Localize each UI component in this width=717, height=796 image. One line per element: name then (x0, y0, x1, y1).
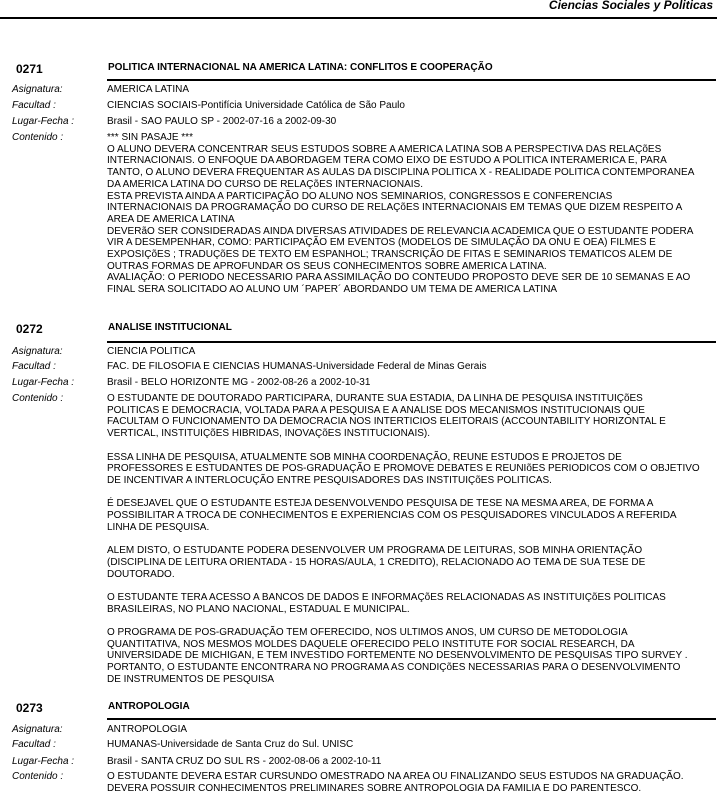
contenido-line: INTERNACIONAIS. O ENFOQUE DA ABORDAGEM TERA COMO EIXO DE ESTUDO A POLITICA INTERAMERICA E, PARA (107, 155, 667, 167)
course-title: ANTROPOLOGIA (108, 701, 190, 712)
contenido-line: DA AMERICA LATINA DO CURSO DE RELAÇõES INTERNACIONAIS. (107, 178, 424, 190)
contenido-label: Contenido : (12, 132, 64, 143)
contenido-line: DE INSTRUMENTOS DE PESQUISA (107, 673, 275, 685)
asignatura-label: Asignatura: (12, 84, 63, 95)
contenido-line: PROFESSORES E ESTUDANTES DE POS-GRADUAÇÃO E PROMOVE DEBATES E REUNIõES PERIODICOS COM O OBJETIVO (107, 463, 700, 475)
contenido-line: LINHA DE PESQUISA. (107, 521, 210, 533)
contenido-line: É DESEJAVEL QUE O ESTUDANTE ESTEJA DESENVOLVENDO PESQUISA DE TESE NA MESMA AREA, DE FORMA A (107, 498, 654, 510)
contenido-line: TANTO, O ALUNO DEVERA FREQUENTAR AS AULAS DA DISCIPLINA POLITICA X - REALIDADE POLITICA CONTEMPORANEA (107, 167, 695, 179)
contenido-line: QUANTITATIVA, NOS MESMOS MOLDES DAQUELE OFERECIDO PELO INSTITUTE FOR SOCIAL RESEARCH, DA (107, 638, 635, 650)
lugar-fecha-value: Brasil - SAO PAULO SP - 2002-07-16 a 2002-09-30 (107, 116, 337, 127)
facultad-value: HUMANAS-Universidade de Santa Cruz do Sul. UNISC (107, 739, 354, 750)
contenido-line: DEVERãO SER CONSIDERADAS AINDA DIVERSAS ATIVIDADES DE RELEVANCIA ACADEMICA QUE O ESTUDANTE PODERA (107, 225, 694, 237)
contenido-line: UNIVERSIDADE DE MICHIGAN, E TEM INVESTIDO FORTEMENTE NO DESENVOLVIMENTO DE PESQUISAS TIPO SURVEY . (107, 650, 688, 662)
contenido-line: O ALUNO DEVERA CONCENTRAR SEUS ESTUDOS SOBRE A AMERICA LATINA SOB A PERSPECTIVA DAS RELAÇõES (107, 143, 662, 155)
title-divider (107, 341, 716, 343)
contenido-line: ESTA PREVISTA AINDA A PARTICIPAÇÃO DO ALUNO NOS SEMINARIOS, CONGRESSOS E CONFERENCIAS (107, 190, 613, 202)
asignatura-value: CIENCIA POLITICA (107, 346, 196, 357)
contenido-text (107, 132, 713, 296)
lugar-fecha-label: Lugar-Fecha : (12, 377, 75, 388)
contenido-line: (DISCIPLINA DE LEITURA ORIENTADA - 15 HORAS/AULA, 1 CREDITO), RELACIONADO AO TEMA DE SUA TESE DE (107, 556, 646, 568)
contenido-line: VERTICAL, INSTITUIÇõES HIBRIDAS, INOVAÇõES INSTITUCIONAIS). (107, 428, 431, 440)
title-divider (107, 718, 716, 720)
course-code: 0271 (16, 62, 43, 76)
contenido-line: INTERNACIONAIS DA PROGRAMAÇÃO DO CURSO DE RELAÇõES INTERNACIONAIS EM TEMAS QUE DIZEM RESPEITO A (107, 202, 683, 214)
contenido-line: O ESTUDANTE DE DOUTORADO PARTICIPARA, DURANTE SUA ESTADIA, DA LINHA DE PESQUISA INSTITUIÇõES (107, 393, 643, 404)
contenido-line: POLITICAS E DEMOCRACIA, VOLTADA PARA A PESQUISA E A ANALISE DOS MECANISMOS INSTITUCIONAIS QUE (107, 404, 645, 416)
contenido-line: DEVERA POSSUIR CONHECIMENTOS PRELIMINARES SOBRE ANTROPOLOGIA DA FAMILIA E DO PARENTESCO. (107, 782, 642, 794)
facultad-value: CIENCIAS SOCIAIS-Pontifícia Universidade Católica de São Paulo (107, 100, 405, 111)
contenido-line: EXPOSIÇõES ; TRADUÇõES DE TEXTO EM ESPANHOL; TRANSCRIÇÃO DE FITAS E SEMINARIOS TEMATICOS ALEM DE (107, 249, 673, 261)
contenido-line: POSSIBILITAR A TROCA DE CONHECIMENTOS E EXPERIENCIAS COM OS PESQUISADORES VINCULADOS A REFERIDA (107, 510, 677, 521)
contenido-label: Contenido : (12, 393, 64, 404)
facultad-label: Facultad : (12, 100, 56, 111)
facultad-label: Facultad : (12, 361, 56, 372)
contenido-label: Contenido : (12, 771, 64, 782)
contenido-text (107, 393, 713, 686)
contenido-line: O ESTUDANTE TERA ACESSO A BANCOS DE DADOS E INFORMAÇõES RELACIONADAS AS INSTITUIÇõES POLITICAS (107, 591, 666, 603)
contenido-line: FACULTAM O FUNCIONAMENTO DA DEMOCRACIA NOS INTERTICIOS ELEITORAIS (ACCOUNTABILITY HORIZONTAL E (107, 416, 666, 428)
contenido-line: VIR A DESEMPENHAR, COMO: PARTICIPAÇÃO EM EVENTOS (MODELOS DE SIMULAÇÃO DA ONU E OEA) FILMES E (107, 237, 656, 249)
course-title: ANALISE INSTITUCIONAL (108, 322, 232, 333)
course-code: 0273 (16, 701, 43, 715)
contenido-line: PORTANTO, O ESTUDANTE ENCONTRARA NO PROGRAMA AS CONDIÇõES NECESSARIAS PARA O DESENVOLVIMENTO (107, 662, 681, 674)
course-code: 0272 (16, 322, 43, 336)
contenido-text (107, 771, 713, 794)
contenido-line: BRASILEIRAS, NO PLANO NACIONAL, ESTADUAL E MUNICIPAL. (107, 603, 410, 615)
contenido-line: OUTRAS FORMAS DE APROFUNDAR OS SEUS CONHECIMENTOS SOBRE AMERICA LATINA. (107, 260, 547, 272)
contenido-line: ALEM DISTO, O ESTUDANTE PODERA DESENVOLVER UM PROGRAMA DE LEITURAS, SOB MINHA ORIENTAÇÃO (107, 545, 643, 557)
course-title: POLITICA INTERNACIONAL NA AMERICA LATINA: CONFLITOS E COOPERAÇÃO (108, 62, 493, 73)
asignatura-value: ANTROPOLOGIA (107, 724, 188, 735)
title-divider (107, 79, 716, 81)
asignatura-label: Asignatura: (12, 724, 63, 735)
lugar-fecha-label: Lugar-Fecha : (12, 756, 75, 767)
contenido-line: ESSA LINHA DE PESQUISA, ATUALMENTE SOB MINHA COORDENAÇÃO, REUNE ESTUDOS E PROJETOS DE (107, 451, 622, 463)
asignatura-value: AMERICA LATINA (107, 84, 190, 95)
facultad-label: Facultad : (12, 739, 56, 750)
contenido-line: O PROGRAMA DE POS-GRADUAÇÃO TEM OFERECIDO, NOS ULTIMOS ANOS, UM CURSO DE METODOLOGIA (107, 626, 628, 638)
asignatura-label: Asignatura: (12, 346, 63, 357)
contenido-line: AVALIAÇÃO: O PERIODO NECESSARIO PARA ASSIMILAÇÃO DO CONTEUDO PROPOSTO DEVE SER DE 10 SEMANAS E AO (107, 272, 691, 284)
contenido-line: AREA DE AMERICA LATINA (107, 213, 235, 225)
section-title: Ciencias Sociales y Politicas (548, 0, 713, 12)
contenido-line: DE INCENTIVAR A INTERLOCUÇÃO ENTRE PESQUISADORES DAS INSTITUIÇõES POLITICAS. (107, 474, 552, 486)
facultad-value: FAC. DE FILOSOFIA E CIENCIAS HUMANAS-Universidade Federal de Minas Gerais (107, 361, 487, 372)
contenido-line: *** SIN PASAJE *** (107, 132, 193, 143)
lugar-fecha-value: Brasil - SANTA CRUZ DO SUL RS - 2002-08-06 a 2002-10-11 (107, 756, 382, 767)
header-divider (0, 17, 717, 19)
contenido-line: FINAL SERA SOLICITADO AO ALUNO UM ´PAPER´ ABORDANDO UM TEMA DE AMERICA LATINA (107, 284, 558, 296)
contenido-line: DOUTORADO. (107, 568, 175, 580)
lugar-fecha-value: Brasil - BELO HORIZONTE MG - 2002-08-26 a 2002-10-31 (107, 377, 371, 388)
contenido-line: O ESTUDANTE DEVERA ESTAR CURSUNDO OMESTRADO NA AREA OU FINALIZANDO SEUS ESTUDOS NA GRADUAÇÃO. (107, 771, 684, 782)
lugar-fecha-label: Lugar-Fecha : (12, 116, 75, 127)
